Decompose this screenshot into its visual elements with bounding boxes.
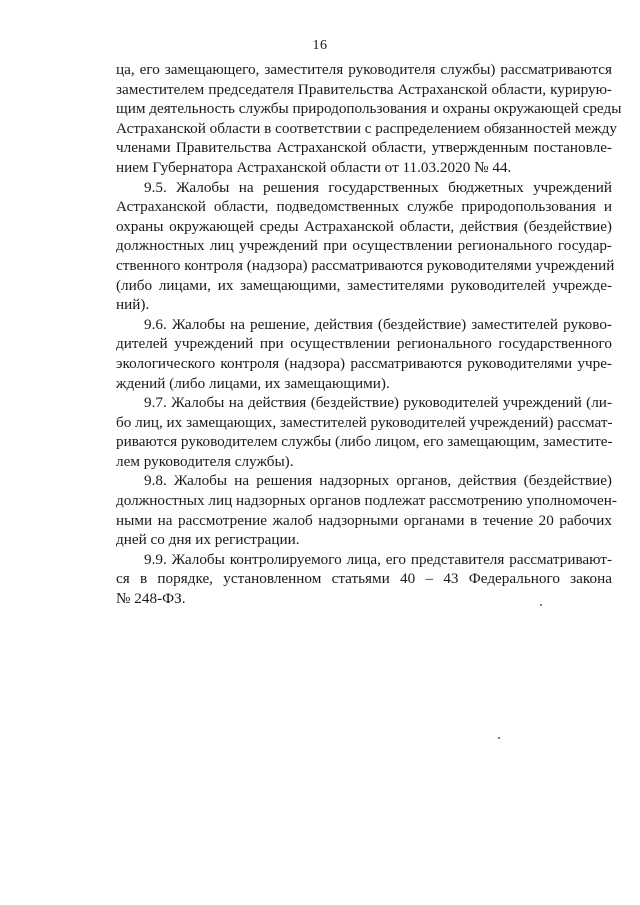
text-line: 9.7. Жалобы на действия (бездействие) руководителей учреждений (ли- (144, 394, 612, 412)
text-line: заместителем председателя Правительства Астраханской области, курирую- (116, 80, 612, 98)
page-number: 16 (312, 38, 328, 53)
text-line: экологического контроля (надзора) рассматриваются руководителями учре- (116, 354, 612, 372)
text-line: ний). (116, 296, 150, 314)
text-line: лем руководителя службы). (116, 452, 294, 470)
text-line: 9.9. Жалобы контролируемого лица, его представителя рассматривают- (144, 550, 612, 568)
text-line: 9.5. Жалобы на решения государственных бюджетных учреждений (144, 178, 612, 196)
text-line: № 248-ФЗ. (116, 590, 186, 608)
text-line: ждений (либо лицами, их замещающими). (116, 374, 390, 392)
text-line: должностных лиц надзорных органов подлежат рассмотрению уполномочен- (116, 492, 617, 510)
text-line: щим деятельность службы природопользования и охраны окружающей среды (116, 100, 622, 118)
text-line: нием Губернатора Астраханской области от 11.03.2020 № 44. (116, 158, 512, 176)
text-line: ственного контроля (надзора) рассматриваются руководителями учреждений (116, 256, 615, 274)
text-line: членами Правительства Астраханской области, утвержденным постановле- (116, 139, 612, 157)
text-line: дителей учреждений при осуществлении регионального государственного (116, 335, 612, 353)
text-line: 9.6. Жалобы на решение, действия (бездействие) заместителей руково- (144, 315, 612, 333)
text-line: ся в порядке, установленном статьями 40 – 43 Федерального закона (116, 570, 612, 588)
text-line: бо лиц, их замещающих, заместителей руководителей учреждений) рассмат- (116, 413, 613, 431)
text-line: ца, его замещающего, заместителя руководителя службы) рассматриваются (116, 61, 612, 78)
text-line: Астраханской области, подведомственных службе природопользования и (116, 198, 612, 216)
text-line: дней со дня их регистрации. (116, 531, 300, 549)
text-line: (либо лицами, их замещающими, заместителями руководителей учрежде- (116, 276, 612, 294)
text-line: 9.8. Жалобы на решения надзорных органов, действия (бездействие) (144, 472, 612, 490)
scan-speck (498, 737, 500, 739)
text-line: риваются руководителем службы (либо лицом, его замещающим, заместите- (116, 433, 613, 451)
text-line: ными на рассмотрение жалоб надзорными органами в течение 20 рабочих (116, 511, 612, 529)
text-line: охраны окружающей среды Астраханской области, действия (бездействие) (116, 217, 612, 235)
text-line: должностных лиц учреждений при осуществлении регионального государ- (116, 237, 612, 255)
scan-speck (540, 604, 542, 606)
body-text (116, 60, 622, 609)
text-line: Астраханской области в соответствии с распределением обязанностей между (116, 119, 617, 137)
